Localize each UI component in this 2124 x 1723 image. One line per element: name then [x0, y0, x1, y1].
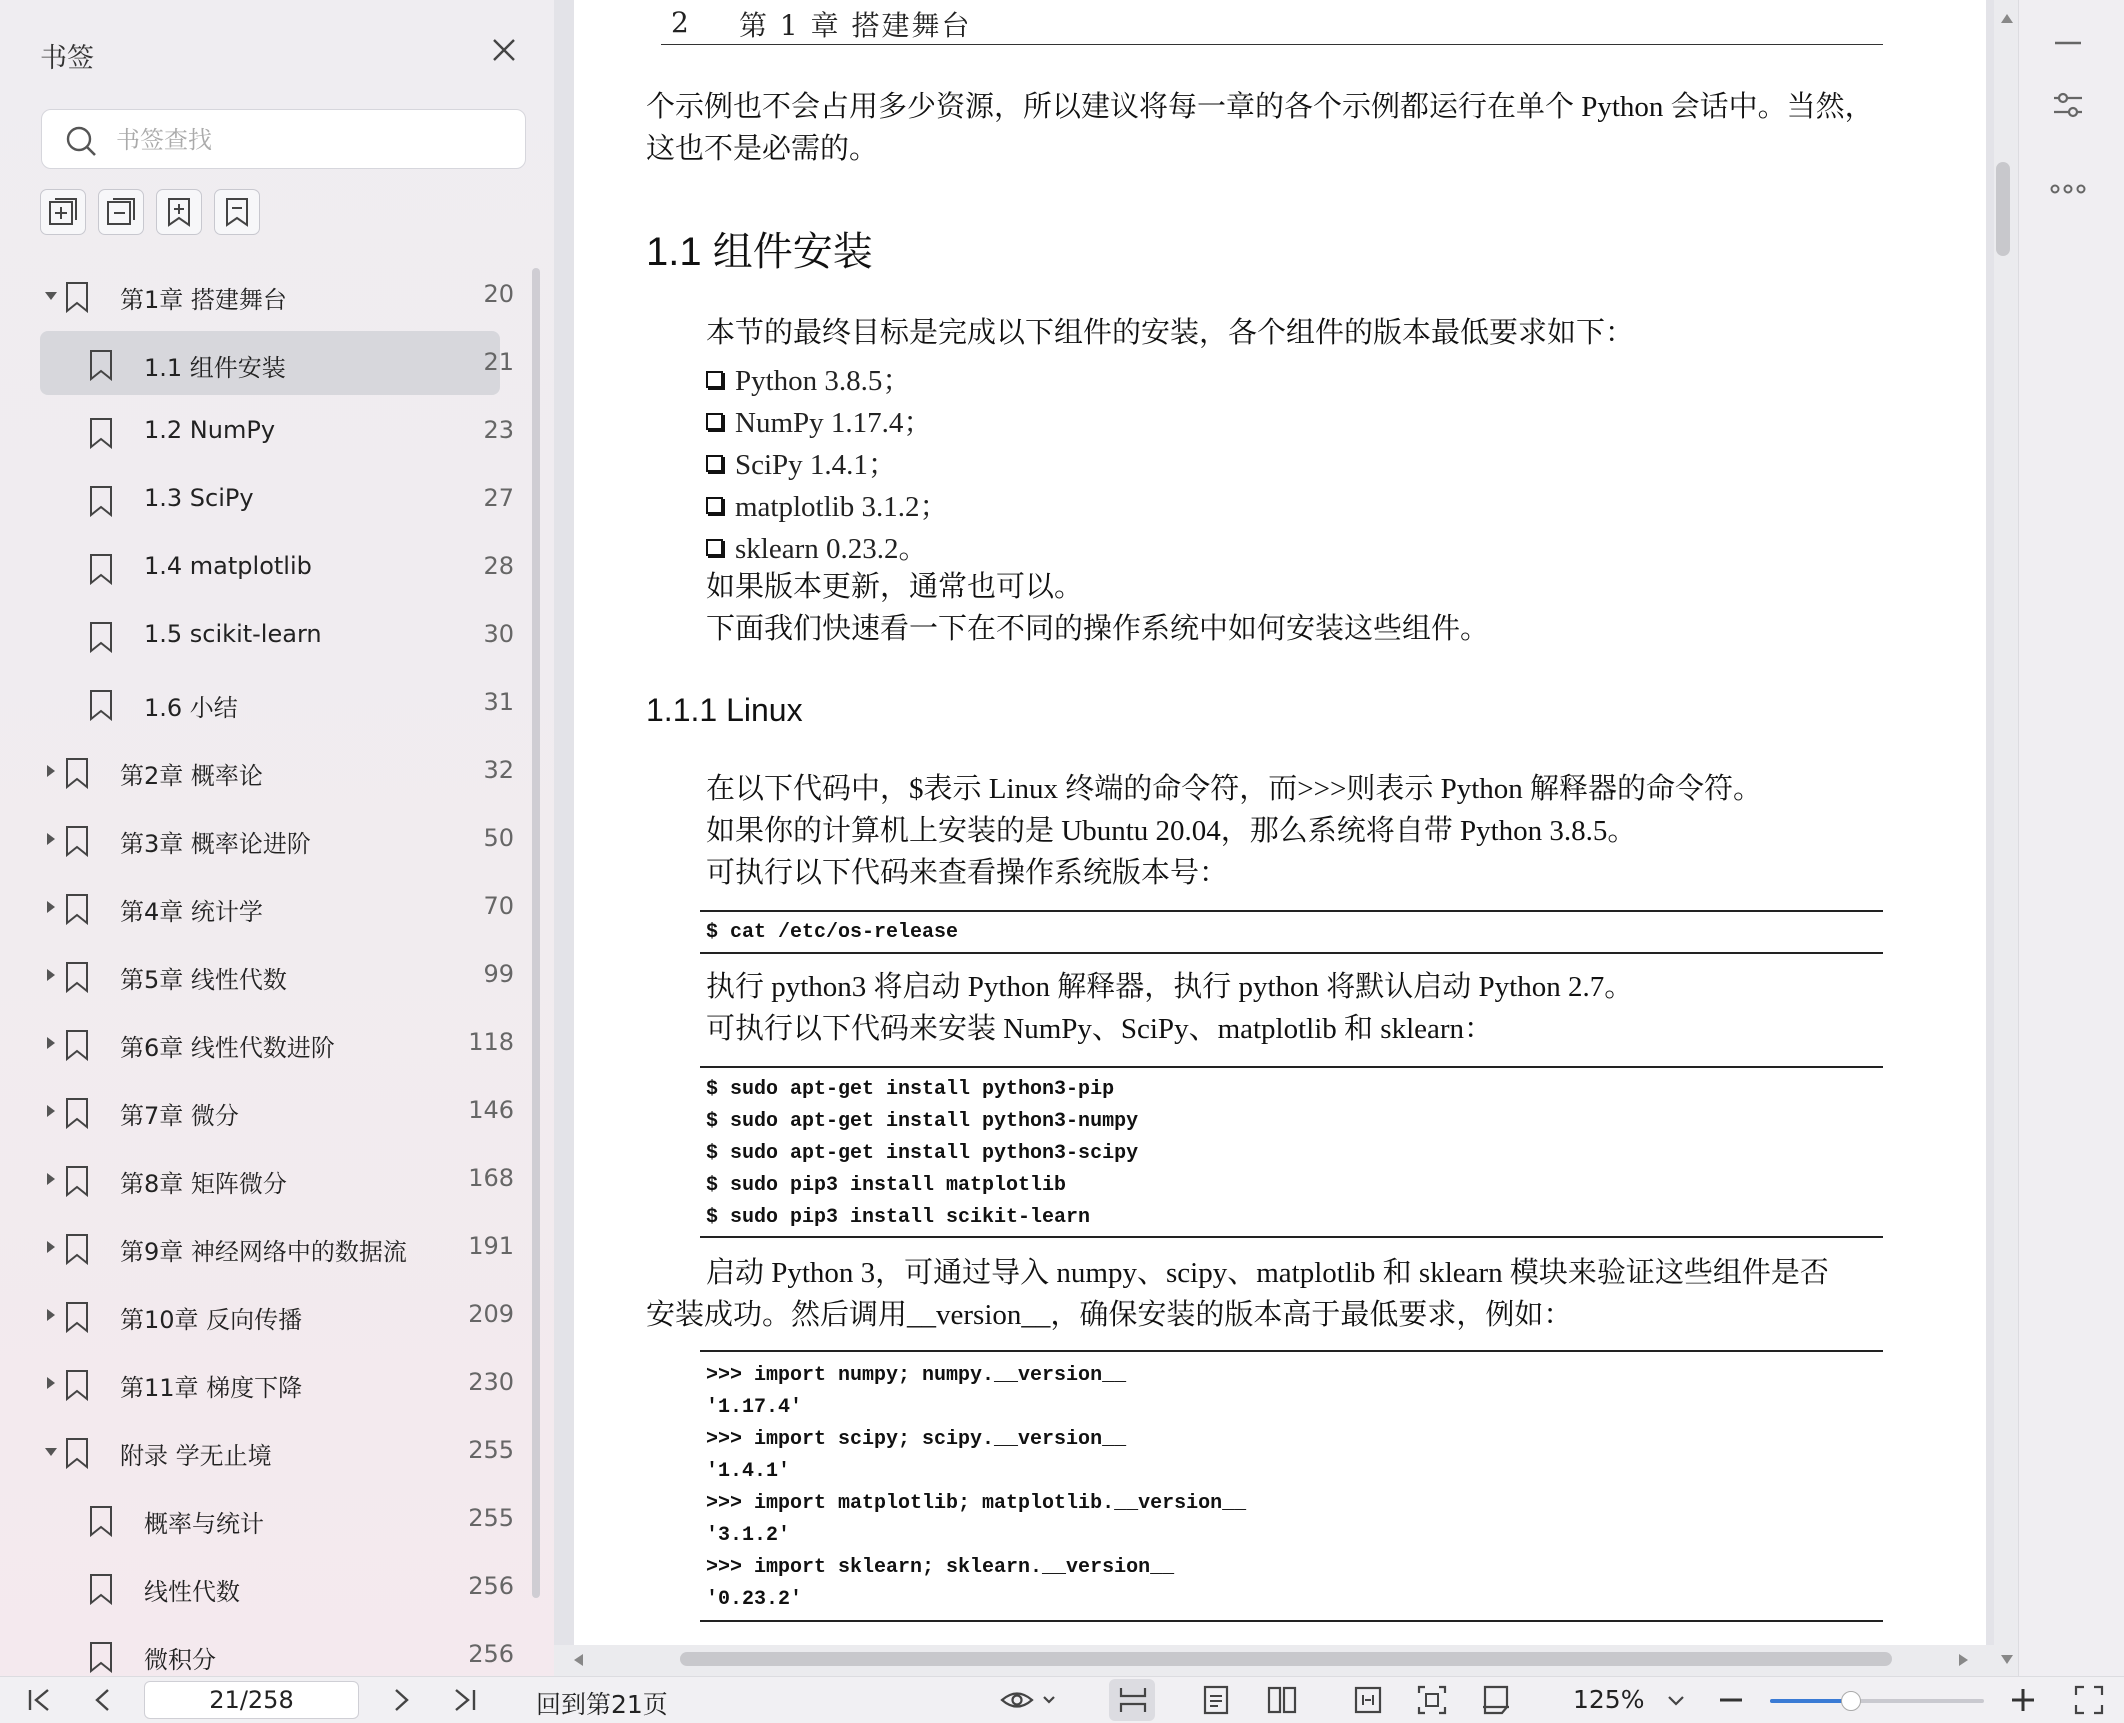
scroll-right-icon[interactable]	[1959, 1654, 1968, 1666]
minimize-icon[interactable]	[2053, 30, 2083, 56]
bookmark-label: 第4章 统计学	[120, 898, 263, 926]
checkbox-bullet-icon	[706, 455, 723, 472]
zoom-dropdown-icon[interactable]	[1664, 1683, 1688, 1717]
add-bookmark-icon	[163, 196, 195, 228]
bookmark-icon	[64, 1097, 90, 1129]
scroll-down-icon[interactable]	[2001, 1655, 2013, 1664]
zoom-slider-knob[interactable]	[1841, 1691, 1861, 1711]
bookmark-icon	[64, 1301, 90, 1333]
collapsed-triangle-icon[interactable]	[47, 1309, 55, 1321]
header-page-number: 2	[671, 6, 689, 39]
code-block-3	[700, 1350, 1883, 1622]
bookmark-item[interactable]	[40, 1147, 514, 1211]
previous-page-icon[interactable]	[88, 1683, 118, 1717]
scroll-up-icon[interactable]	[2001, 14, 2013, 23]
bookmark-item[interactable]	[40, 1079, 514, 1143]
bookmark-icon	[64, 1029, 90, 1061]
bookmark-label: 1.2 NumPy	[144, 416, 276, 444]
bookmark-label: 第11章 梯度下降	[120, 1374, 303, 1402]
right-toolbar	[2018, 0, 2124, 1676]
continuous-scroll-icon[interactable]	[1117, 1683, 1149, 1717]
bookmark-item[interactable]	[40, 399, 514, 463]
two-page-icon[interactable]	[1266, 1683, 1298, 1717]
bookmark-search-input[interactable]	[114, 122, 508, 158]
bookmark-label: 第9章 神经网络中的数据流	[120, 1238, 407, 1266]
bookmark-label: 线性代数	[144, 1578, 240, 1606]
bookmark-page-number: 146	[468, 1096, 514, 1124]
paragraph-after-code-2b: 安装成功。然后调用__version__，确保安装的版本高于最低要求，例如：	[646, 1299, 1573, 1331]
bookmark-page-number: 50	[483, 824, 514, 852]
bookmark-page-number: 20	[483, 280, 514, 308]
section-intro: 本节的最终目标是完成以下组件的安装，各个组件的版本最低要求如下：	[706, 317, 1635, 349]
collapse-all-icon	[105, 196, 137, 228]
bookmark-icon	[64, 825, 90, 857]
bookmark-page-number: 255	[468, 1436, 514, 1464]
bookmark-item[interactable]	[40, 1351, 514, 1415]
bookmark-icon	[88, 689, 114, 721]
subsection-title: 1.1.1 Linux	[646, 692, 803, 728]
expanded-triangle-icon[interactable]	[45, 292, 57, 300]
bookmark-icon	[88, 621, 114, 653]
view-mode-eye-icon[interactable]	[1000, 1683, 1060, 1717]
first-page-icon[interactable]	[24, 1683, 54, 1717]
list-item: Python 3.8.5；	[706, 358, 911, 399]
checkbox-bullet-icon	[706, 497, 723, 514]
bookmark-icon	[88, 349, 114, 381]
bookmark-icon	[88, 1573, 114, 1605]
code-line: >>> import sklearn; sklearn.__version__	[706, 1556, 1175, 1579]
linux-paragraph-2: 如果你的计算机上安装的是 Ubuntu 20.04，那么系统将自带 Python 3.8.5。	[706, 815, 1637, 847]
bookmark-page-number: 209	[468, 1300, 514, 1328]
bookmark-icon	[64, 757, 90, 789]
bookmark-item[interactable]	[40, 263, 514, 327]
linux-paragraph-3: 可执行以下代码来查看操作系统版本号：	[706, 857, 1229, 889]
bookmark-label: 附录 学无止境	[120, 1442, 272, 1470]
list-item: matplotlib 3.1.2；	[706, 484, 948, 525]
collapsed-triangle-icon[interactable]	[47, 833, 55, 845]
linux-paragraph-1: 在以下代码中，$表示 Linux 终端的命令符，而>>>则表示 Python 解释器的命令符。	[706, 773, 1763, 805]
code-line: $ sudo apt-get install python3-pip	[706, 1078, 1115, 1101]
bookmark-label: 第5章 线性代数	[120, 966, 287, 994]
bookmark-item[interactable]	[40, 739, 514, 803]
collapsed-triangle-icon[interactable]	[47, 765, 55, 777]
sidebar-title: 书签	[40, 43, 94, 74]
section-title: 1.1 组件安装	[646, 230, 873, 274]
bookmark-item[interactable]	[40, 1011, 514, 1075]
bookmark-icon	[64, 893, 90, 925]
bookmark-icon	[64, 1369, 90, 1401]
bookmark-label: 1.3 SciPy	[144, 484, 254, 512]
document-page	[574, 0, 1986, 1645]
fit-page-icon[interactable]	[1416, 1683, 1448, 1717]
bookmark-label: 概率与统计	[144, 1510, 264, 1538]
code-line: >>> import numpy; numpy.__version__	[706, 1364, 1127, 1387]
collapsed-triangle-icon[interactable]	[47, 1173, 55, 1185]
list-item: sklearn 0.23.2。	[706, 526, 928, 567]
zoom-in-icon[interactable]	[2008, 1683, 2038, 1717]
expand-all-button[interactable]	[40, 189, 86, 235]
fit-width-icon[interactable]	[1352, 1683, 1384, 1717]
collapsed-triangle-icon[interactable]	[47, 1377, 55, 1389]
vertical-scroll-thumb[interactable]	[1996, 162, 2010, 256]
bookmark-page-number: 256	[468, 1572, 514, 1600]
bookmark-icon	[88, 1641, 114, 1673]
header-chapter: 第 1 章 搭建舞台	[739, 9, 972, 42]
bookmark-label: 第2章 概率论	[120, 762, 263, 790]
expand-all-icon	[47, 196, 79, 228]
bookmark-label: 1.4 matplotlib	[144, 552, 312, 580]
code-line: '3.1.2'	[706, 1524, 791, 1547]
bookmark-item[interactable]	[40, 535, 514, 599]
bookmark-page-number: 27	[483, 484, 514, 512]
zoom-slider[interactable]	[1770, 1699, 1984, 1703]
bookmark-item[interactable]	[40, 1419, 514, 1483]
fullscreen-icon[interactable]	[2072, 1683, 2106, 1717]
running-header	[661, 0, 1883, 45]
collapsed-triangle-icon[interactable]	[47, 1241, 55, 1253]
list-item: SciPy 1.4.1；	[706, 442, 897, 483]
zoom-slider-fill	[1770, 1699, 1851, 1703]
code-line: '1.17.4'	[706, 1396, 803, 1419]
go-back-to-page-link[interactable]: 回到第21页	[536, 1690, 668, 1719]
intro-line-1: 个示例也不会占用多少资源，所以建议将每一章的各个示例都运行在单个 Python 会话中。当然，	[646, 91, 1874, 123]
bookmark-icon	[221, 196, 253, 228]
bookmark-page-number: 99	[483, 960, 514, 988]
bookmark-page-number: 256	[468, 1640, 514, 1668]
bookmark-page-number: 30	[483, 620, 514, 648]
zoom-level[interactable]: 125%	[1573, 1685, 1645, 1714]
code-block-1	[700, 910, 1883, 954]
code-line: $ sudo apt-get install python3-scipy	[706, 1142, 1139, 1165]
last-page-icon[interactable]	[450, 1683, 480, 1717]
code-line: >>> import scipy; scipy.__version__	[706, 1428, 1127, 1451]
actual-size-icon[interactable]	[1480, 1683, 1512, 1717]
bookmark-label: 第3章 概率论进阶	[120, 830, 311, 858]
bookmark-label: 第6章 线性代数进阶	[120, 1034, 335, 1062]
bookmark-search	[41, 109, 526, 169]
bookmark-label: 1.5 scikit-learn	[144, 620, 322, 648]
more-icon[interactable]	[2049, 176, 2087, 202]
bookmark-icon	[64, 1437, 90, 1469]
collapse-all-button[interactable]	[98, 189, 144, 235]
bookmark-icon	[88, 553, 114, 585]
bookmark-page-number: 21	[483, 348, 514, 376]
bookmark-page-number: 31	[483, 688, 514, 716]
bookmark-icon	[64, 961, 90, 993]
bookmark-page-number: 32	[483, 756, 514, 784]
checkbox-bullet-icon	[706, 539, 723, 556]
document-viewer	[554, 0, 2018, 1676]
code-block-2	[700, 1066, 1883, 1238]
close-icon[interactable]	[488, 34, 520, 66]
code-line: '0.23.2'	[706, 1588, 803, 1611]
list-item: NumPy 1.17.4；	[706, 400, 932, 441]
bookmark-icon	[88, 485, 114, 517]
checkbox-bullet-icon	[706, 371, 723, 388]
scroll-left-icon[interactable]	[574, 1654, 583, 1666]
bookmark-button[interactable]	[214, 189, 260, 235]
bookmark-page-number: 191	[468, 1232, 514, 1260]
collapsed-triangle-icon[interactable]	[47, 901, 55, 913]
bookmark-item[interactable]	[40, 1283, 514, 1347]
bookmark-item[interactable]	[40, 671, 514, 735]
bookmark-label: 1.1 组件安装	[144, 354, 286, 382]
bookmark-item[interactable]	[40, 807, 514, 871]
bookmark-page-number: 28	[483, 552, 514, 580]
bookmark-label: 1.6 小结	[144, 694, 238, 722]
collapsed-triangle-icon[interactable]	[47, 1105, 55, 1117]
code-line: $ sudo pip3 install scikit-learn	[706, 1206, 1091, 1229]
code-line: >>> import matplotlib; matplotlib.__version__	[706, 1492, 1247, 1515]
bookmark-icon	[64, 281, 90, 313]
bookmark-page-number: 255	[468, 1504, 514, 1532]
horizontal-scroll-thumb[interactable]	[680, 1652, 1892, 1666]
bookmark-page-number: 70	[483, 892, 514, 920]
bookmark-item[interactable]	[40, 943, 514, 1007]
bookmark-page-number: 230	[468, 1368, 514, 1396]
status-bar	[0, 1676, 2124, 1723]
bookmark-label: 第7章 微分	[120, 1102, 239, 1130]
bookmark-page-number: 118	[468, 1028, 514, 1056]
collapsed-triangle-icon[interactable]	[47, 969, 55, 981]
bookmark-item[interactable]	[40, 1215, 514, 1279]
paragraph-after-code-1b: 可执行以下代码来安装 NumPy、SciPy、matplotlib 和 sklearn：	[706, 1013, 1494, 1045]
next-page-icon[interactable]	[386, 1683, 416, 1717]
settings-sliders-icon[interactable]	[2051, 88, 2085, 122]
after-list-1: 如果版本更新，通常也可以。	[706, 571, 1084, 603]
bookmark-page-number: 168	[468, 1164, 514, 1192]
paragraph-after-code-1a: 执行 python3 将启动 Python 解释器，执行 python 将默认启动 Python 2.7。	[706, 971, 1634, 1003]
bookmark-page-number: 23	[483, 416, 514, 444]
bookmark-icon	[64, 1165, 90, 1197]
bookmark-label: 第1章 搭建舞台	[120, 286, 287, 314]
code-line: $ cat /etc/os-release	[706, 921, 959, 944]
bookmark-item[interactable]	[40, 603, 514, 667]
bookmark-label: 第10章 反向传播	[120, 1306, 303, 1334]
bookmark-sidebar	[0, 0, 554, 1676]
checkbox-bullet-icon	[706, 413, 723, 430]
after-list-2: 下面我们快速看一下在不同的操作系统中如何安装这些组件。	[706, 613, 1490, 645]
bookmark-icon	[88, 1505, 114, 1537]
bookmark-item[interactable]	[40, 1487, 514, 1551]
bookmark-label: 第8章 矩阵微分	[120, 1170, 287, 1198]
bookmark-icon	[88, 417, 114, 449]
code-line: '1.4.1'	[706, 1460, 791, 1483]
sidebar-scrollbar[interactable]	[532, 268, 540, 1598]
bookmark-label: 微积分	[144, 1646, 216, 1674]
intro-line-2: 这也不是必需的。	[646, 133, 879, 165]
paragraph-after-code-2a: 启动 Python 3，可通过导入 numpy、scipy、matplotlib 和 sklearn 模块来验证这些组件是否	[706, 1257, 1829, 1289]
bookmark-item[interactable]	[40, 1555, 514, 1619]
expanded-triangle-icon[interactable]	[45, 1448, 57, 1456]
bookmark-item[interactable]	[40, 467, 514, 531]
page-number-input[interactable]: 21/258	[144, 1681, 359, 1719]
bookmark-icon	[64, 1233, 90, 1265]
search-icon	[64, 124, 98, 158]
code-line: $ sudo apt-get install python3-numpy	[706, 1110, 1139, 1133]
single-page-icon[interactable]	[1200, 1683, 1232, 1717]
zoom-out-icon[interactable]	[1716, 1683, 1746, 1717]
add-bookmark-button[interactable]	[156, 189, 202, 235]
bookmark-item[interactable]	[40, 875, 514, 939]
bookmark-item[interactable]	[40, 331, 514, 395]
collapsed-triangle-icon[interactable]	[47, 1037, 55, 1049]
code-line: $ sudo pip3 install matplotlib	[706, 1174, 1067, 1197]
